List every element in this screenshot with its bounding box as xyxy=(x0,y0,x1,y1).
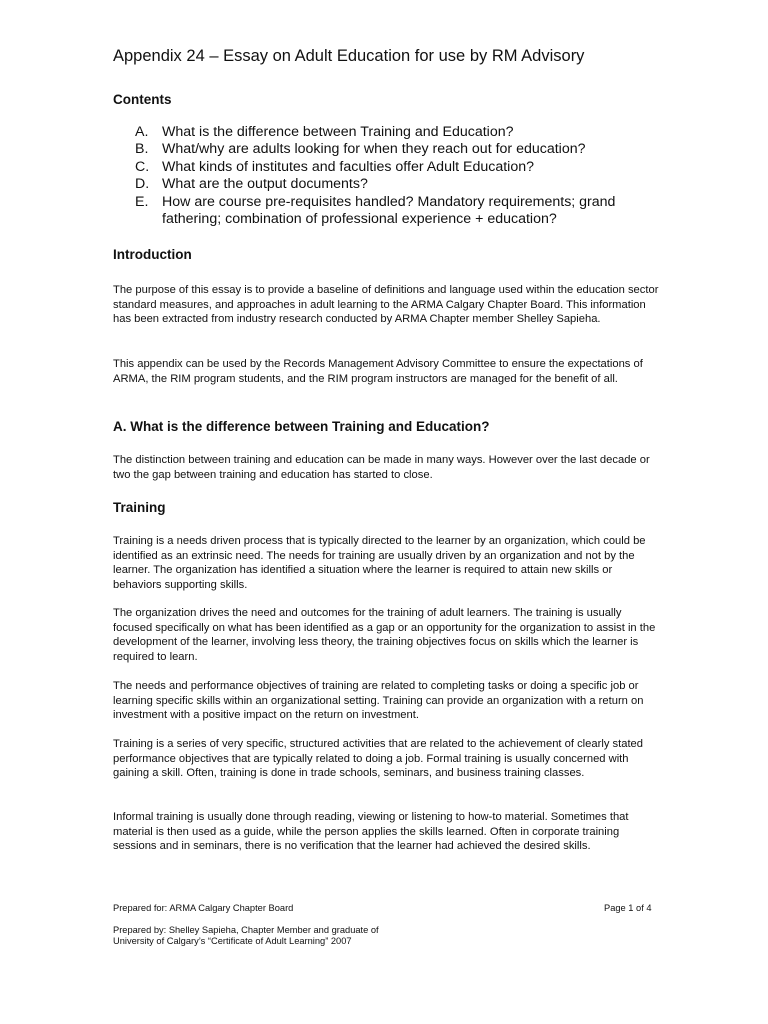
contents-item-text: How are course pre-requisites handled? Mandatory requirements; grand fathering; combination of professional experience + education? xyxy=(162,193,616,228)
contents-item xyxy=(135,176,665,193)
contents-item-letter: E. xyxy=(135,193,149,210)
document-title: Appendix 24 – Essay on Adult Education for use by RM Advisory xyxy=(113,47,585,65)
contents-item-text: What/why are adults looking for when they reach out for education? xyxy=(162,141,586,158)
introduction-heading: Introduction xyxy=(113,247,192,262)
training-paragraph-2: The organization drives the need and outcomes for the training of adult learners. The training is usually focused specifically on what has been identified as a gap or an opportunity for the organization to assist in the development of the learner, involving less theory, the training objectives focus on skills which the learner is required to learn. xyxy=(113,607,656,663)
contents-item xyxy=(135,124,665,141)
contents-item-letter: D. xyxy=(135,176,150,193)
section-a-heading: A. What is the difference between Training and Education? xyxy=(113,419,490,434)
contents-item-text: What kinds of institutes and faculties offer Adult Education? xyxy=(162,158,534,175)
introduction-paragraph-1: The purpose of this essay is to provide a baseline of definitions and language used within the education sector standard measures, and approaches in adult learning to the ARMA Calgary Chapter Board. This information has been extracted from industry research conducted by ARMA Chapter member Shelley Sapieha. xyxy=(113,284,659,326)
footer-page-number: Page 1 of 4 xyxy=(604,903,652,913)
contents-item-letter: B. xyxy=(135,141,149,158)
contents-heading: Contents xyxy=(113,92,172,107)
contents-item xyxy=(135,141,665,158)
introduction-paragraph-2: This appendix can be used by the Records Management Advisory Committee to ensure the expectations of ARMA, the RIM program students, and the RIM program instructors are managed for the benefit of all. xyxy=(113,358,643,385)
training-paragraph-4: Training is a series of very specific, structured activities that are related to the achievement of clearly stated performance objectives that are typically related to doing a job. Formal training is usually concerned with gaining a skill. Often, training is done in trade schools, seminars, and business training classes. xyxy=(113,738,643,780)
footer-prepared-for: Prepared for: ARMA Calgary Chapter Board xyxy=(113,903,294,913)
contents-item xyxy=(135,194,665,229)
contents-item-letter: C. xyxy=(135,158,150,175)
contents-item-text: What is the difference between Training and Education? xyxy=(162,124,514,140)
contents-item xyxy=(135,159,665,176)
training-paragraph-1: Training is a needs driven process that is typically directed to the learner by an organization, which could be identified as an extrinsic need. The needs for training are usually driven by an organization and not by the learner. The organization has identified a situation where the learner is required to attain new skills or behaviors supporting skills. xyxy=(113,535,646,591)
footer-prepared-by-line-1: Prepared by: Shelley Sapieha, Chapter Member and graduate of xyxy=(113,925,379,935)
contents-item-letter: A. xyxy=(135,124,149,140)
contents-list xyxy=(135,124,665,228)
training-paragraph-5: Informal training is usually done through reading, viewing or listening to how-to material. Sometimes that material is then used as a guide, while the person applies the skills learned. Often in corporate training sessions and in seminars, there is no verification that the learner had achieved the desired skills. xyxy=(113,811,629,853)
contents-item-text: What are the output documents? xyxy=(162,176,368,193)
footer-prepared-by-line-2: University of Calgary’s “Certificate of Adult Learning” 2007 xyxy=(113,936,352,946)
training-paragraph-3: The needs and performance objectives of training are related to completing tasks or doing a specific job or learning specific skills within an organizational setting. Training can provide an organization with a return on investment with a positive impact on the return on investment. xyxy=(113,680,644,722)
training-heading: Training xyxy=(113,500,166,515)
section-a-paragraph-1: The distinction between training and education can be made in many ways. However over the last decade or two the gap between training and education has started to close. xyxy=(113,454,650,481)
